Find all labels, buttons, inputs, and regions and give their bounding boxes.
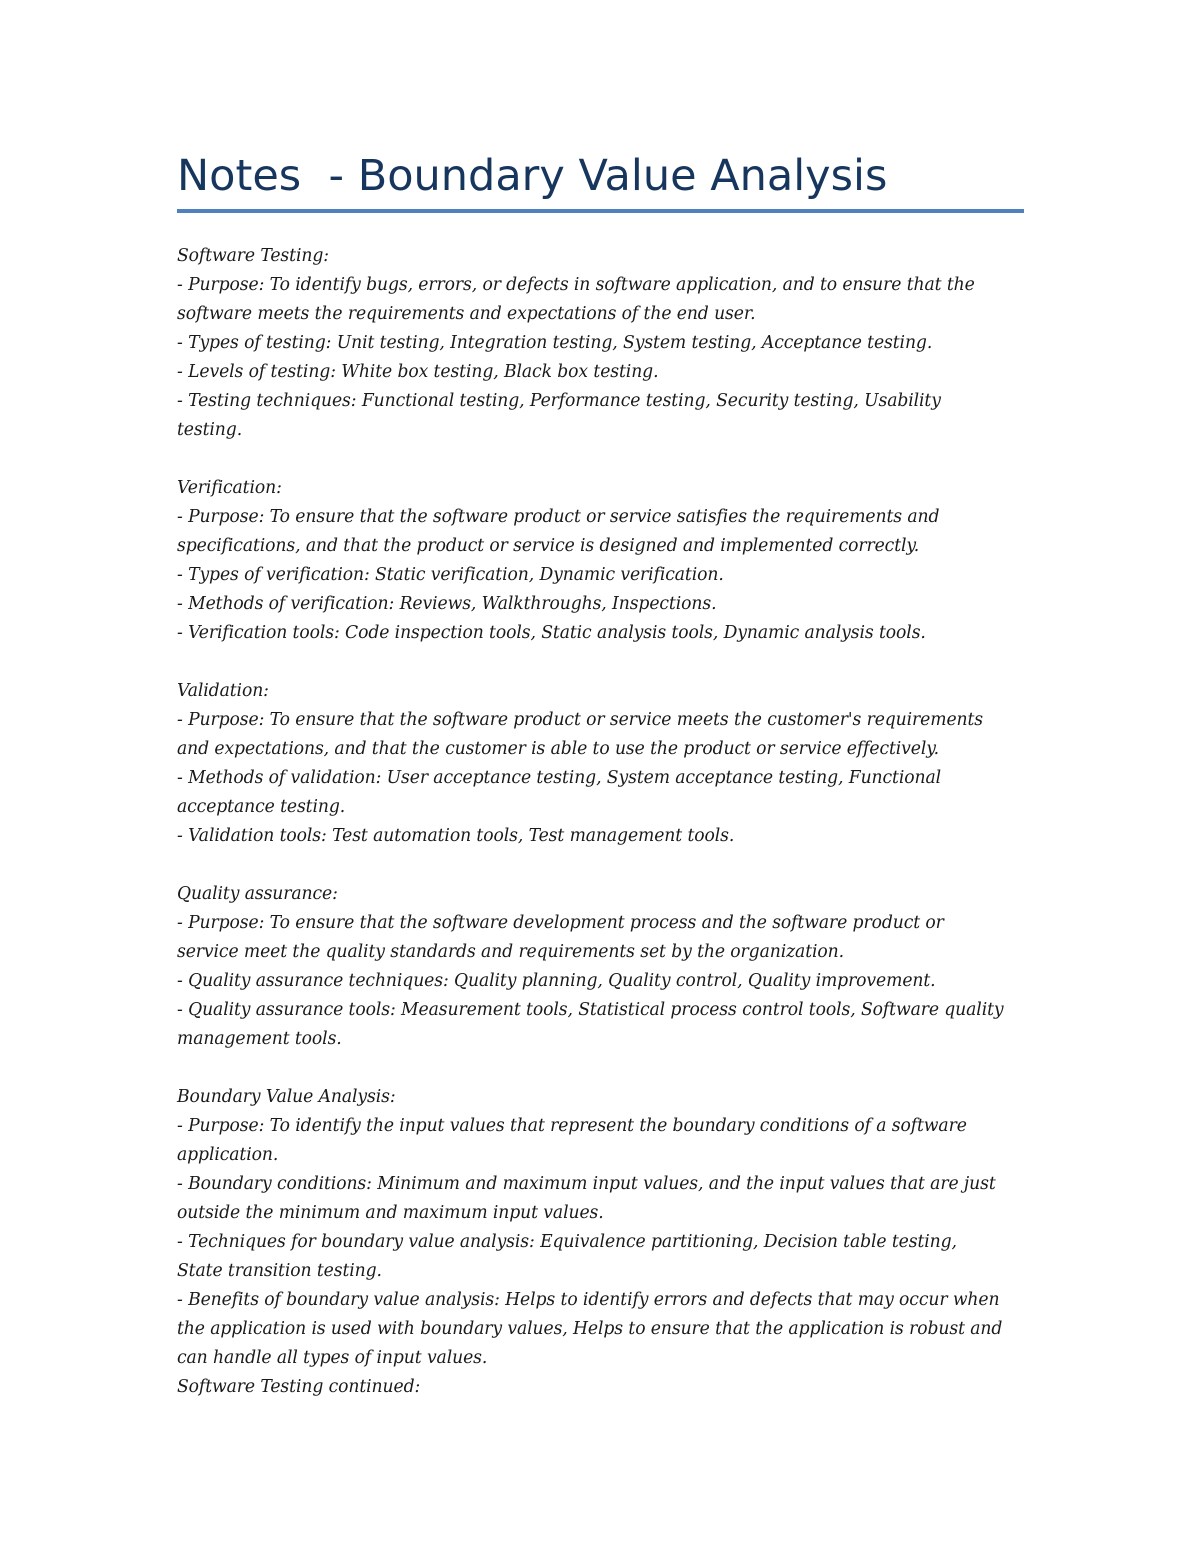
- blank-line: [177, 445, 1027, 474]
- blank-line: [177, 1054, 1027, 1083]
- title-underline-rule: [177, 209, 1024, 213]
- text-line: Boundary Value Analysis:: [177, 1087, 396, 1107]
- blank-line: [177, 648, 1027, 677]
- text-line: - Benefits of boundary value analysis: Helps to identify errors and defects that may occur when: [177, 1290, 1000, 1310]
- text-line: - Methods of verification: Reviews, Walkthroughs, Inspections.: [177, 594, 717, 614]
- text-line: Quality assurance:: [177, 884, 338, 904]
- text-line: State transition testing.: [177, 1261, 382, 1281]
- text-line: and expectations, and that the customer is able to use the product or service effectively.: [177, 739, 939, 759]
- text-line: - Quality assurance tools: Measurement tools, Statistical process control tools, Software quality: [177, 1000, 1004, 1020]
- text-line: - Validation tools: Test automation tools, Test management tools.: [177, 826, 735, 846]
- text-line: - Purpose: To ensure that the software product or service satisfies the requirements and: [177, 507, 940, 527]
- text-line: - Verification tools: Code inspection tools, Static analysis tools, Dynamic analysis tools.: [177, 623, 926, 643]
- text-line: outside the minimum and maximum input values.: [177, 1203, 604, 1223]
- text-line: - Types of verification: Static verification, Dynamic verification.: [177, 565, 724, 585]
- page-title: Notes - Boundary Value Analysis: [177, 151, 888, 201]
- text-line: - Techniques for boundary value analysis: Equivalence partitioning, Decision table testing,: [177, 1232, 957, 1252]
- text-line: testing.: [177, 420, 243, 440]
- text-line: service meet the quality standards and requirements set by the organization.: [177, 942, 845, 962]
- blank-line: [177, 851, 1027, 880]
- text-line: - Methods of validation: User acceptance testing, System acceptance testing, Functional: [177, 768, 942, 788]
- text-line: - Purpose: To identify the input values that represent the boundary conditions of a software: [177, 1116, 967, 1136]
- text-line: specifications, and that the product or service is designed and implemented correctly.: [177, 536, 920, 556]
- text-line: - Types of testing: Unit testing, Integration testing, System testing, Acceptance testing.: [177, 333, 933, 353]
- text-line: - Purpose: To identify bugs, errors, or defects in software application, and to ensure that the: [177, 275, 975, 295]
- text-line: Validation:: [177, 681, 269, 701]
- text-line: the application is used with boundary values, Helps to ensure that the application is robust and: [177, 1319, 1003, 1339]
- text-line: Software Testing:: [177, 246, 329, 266]
- text-line: management tools.: [177, 1029, 342, 1049]
- text-line: - Purpose: To ensure that the software product or service meets the customer's requirements: [177, 710, 984, 730]
- text-line: application.: [177, 1145, 279, 1165]
- text-line: Software Testing continued:: [177, 1377, 421, 1397]
- text-line: acceptance testing.: [177, 797, 346, 817]
- text-line: Verification:: [177, 478, 282, 498]
- text-line: - Purpose: To ensure that the software development process and the software product or: [177, 913, 944, 933]
- text-line: - Boundary conditions: Minimum and maximum input values, and the input values that are just: [177, 1174, 996, 1194]
- text-line: - Levels of testing: White box testing, Black box testing.: [177, 362, 659, 382]
- text-line: can handle all types of input values.: [177, 1348, 488, 1368]
- text-line: software meets the requirements and expectations of the end user.: [177, 304, 756, 324]
- text-line: - Testing techniques: Functional testing, Performance testing, Security testing, Usability: [177, 391, 941, 411]
- text-line: - Quality assurance techniques: Quality planning, Quality control, Quality improvement.: [177, 971, 936, 991]
- notes-body: [177, 242, 1037, 1402]
